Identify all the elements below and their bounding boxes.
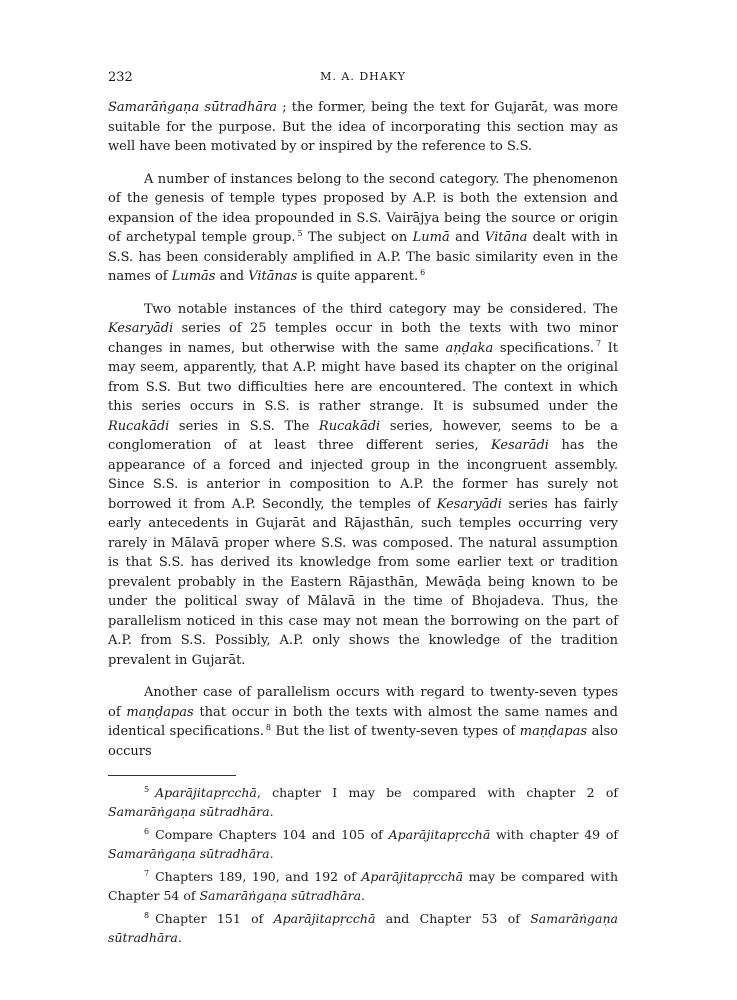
text-segment: Compare Chapters 104 and 105 of <box>155 827 389 842</box>
text-segment: . <box>269 803 274 819</box>
text-segment: But the list of twenty-seven types of <box>270 724 520 739</box>
italic-term: Lumās <box>171 269 216 284</box>
text-segment: specifications. <box>493 340 595 356</box>
text-segment: Chapters 189, 190, and 192 of <box>155 869 362 884</box>
text-segment: may be compared with Chapter 54 of <box>108 869 618 903</box>
italic-term: Rucakādi <box>108 418 170 434</box>
text-segment: and Chapter 53 of <box>375 911 531 926</box>
italic-title: Aparājitapṛcchā <box>155 785 257 800</box>
body-paragraph <box>108 98 618 157</box>
footnote-reference: 8 <box>265 722 271 732</box>
italic-term: maṇḍapas <box>519 724 588 739</box>
footnote <box>108 826 618 863</box>
footnotes <box>108 784 618 947</box>
italic-title: Samarāṅgaṇa sūtradhāra <box>108 803 270 819</box>
italic-term: Samarāṅgaṇa sūtradhāra <box>108 100 278 115</box>
footnote-number: 8 <box>144 910 150 920</box>
italic-term: Kesaryādi <box>436 496 502 512</box>
text-segment: is quite apparent. <box>297 269 419 284</box>
text-segment: It may seem, apparently, that A.P. might have based its chapter on the original from S.S. But two difficulties here are encountered. The context in which this series occurs in S.S. is rather strange. It is subsumed under the <box>108 340 618 414</box>
italic-title: Samarāṅgaṇa sūtradhāra <box>108 911 618 945</box>
text-segment: . <box>177 929 182 945</box>
text-segment: and <box>449 230 485 245</box>
footnote-number: 6 <box>144 826 150 836</box>
footnote-reference: 7 <box>596 339 602 349</box>
text-segment: dealt with in S.S. has been considerably amplified in A.P. The basic similarity even in the names of <box>108 230 619 284</box>
footnote <box>108 868 618 905</box>
page-number: 232 <box>108 70 133 85</box>
body-paragraph <box>108 300 618 671</box>
italic-term: Rucakādi <box>318 418 381 434</box>
italic-term: Lumā <box>412 230 450 245</box>
footnote-number: 5 <box>144 784 150 794</box>
italic-term: Kesarādi <box>491 438 549 453</box>
text-segment: series, however, seems to be a conglomeration of at least three different series, <box>108 418 618 453</box>
text-segment: series of 25 temples occur in both the texts with two minor changes in names, but otherwise with the same <box>108 321 618 356</box>
italic-term: maṇḍapas <box>126 704 194 720</box>
text-segment: has the appearance of a forced and injected group in the incongruent assembly. Since S.S. is anterior in composition to A.P. the former has surely not borrowed it from A.P. Secondly, the temples of <box>108 438 618 512</box>
footnote <box>108 784 618 821</box>
footnote-reference: 5 <box>297 228 303 238</box>
italic-title: Samarāṅgaṇa sūtradhāra <box>108 845 270 861</box>
italic-title: Aparājitapṛcchā <box>273 911 376 926</box>
italic-title: Aparājitapṛcchā <box>361 869 464 884</box>
text-segment: also occurs <box>108 724 618 759</box>
text-segment: The subject on <box>302 230 413 245</box>
text-segment: series in S.S. The <box>169 418 319 434</box>
text-segment: that occur in both the texts with almost the same names and identical specifications. <box>108 704 618 739</box>
text-segment: Two notable instances of the third category may be considered. The <box>144 301 618 317</box>
text-segment: , chapter I may be compared with chapter 2 of <box>256 785 618 800</box>
italic-title: Aparājitapṛcchā <box>388 827 491 842</box>
italic-term: Vitānas <box>248 269 298 284</box>
page <box>108 70 618 952</box>
text-segment: ; the former, being the text for Gujarāt, was more suitable for the purpose. But the idea of incorporating this section may as well have been motivated by or inspired by the reference to S.S. <box>108 100 618 154</box>
italic-term: Vitāna <box>484 230 528 245</box>
text-segment: Another case of parallelism occurs with regard to twenty-seven types of <box>108 685 618 720</box>
text-segment: with chapter 49 of <box>490 827 618 842</box>
text-segment: and <box>215 269 249 284</box>
body-paragraph <box>108 683 618 761</box>
text-segment: Chapter 151 of <box>155 911 274 926</box>
text-segment: series has fairly early antecedents in Gujarāt and Rājasthān, such temples occurring very rarely in Mālavā proper where S.S. was composed. The natural assumption is that S.S. has derived its knowledge from some earlier text or tradition prevalent probably in the Eastern Rājasthān, Mewāḍa being known to be under the political sway of Mālavā in the time of Bhojadeva. Thus, the parallelism noticed in this case may not mean the borrowing on the part of A.P. from S.S. Possibly, A.P. only shows the knowledge of the tradition prevalent in Gujarāt. <box>108 496 619 668</box>
running-head <box>108 70 618 90</box>
footnote-number: 7 <box>144 868 150 878</box>
running-head-author: M. A. DHAKY <box>320 70 406 83</box>
text-segment: A number of instances belong to the second category. The phenomenon of the genesis of temple types proposed by A.P. is both the extension and expansion of the idea propounded in S.S. Vairājya being the source or origin of archetypal temple group. <box>108 171 618 245</box>
footnote <box>108 910 618 947</box>
text-segment: . <box>269 845 274 861</box>
italic-term: Kesaryādi <box>108 321 174 336</box>
footnote-divider <box>108 775 236 776</box>
body-text <box>108 98 618 761</box>
footnote-reference: 6 <box>420 267 426 277</box>
text-segment: . <box>361 887 366 903</box>
body-paragraph <box>108 170 618 287</box>
italic-term: aṇḍaka <box>445 340 494 356</box>
italic-title: Samarāṅgaṇa sūtradhāra <box>199 887 362 903</box>
